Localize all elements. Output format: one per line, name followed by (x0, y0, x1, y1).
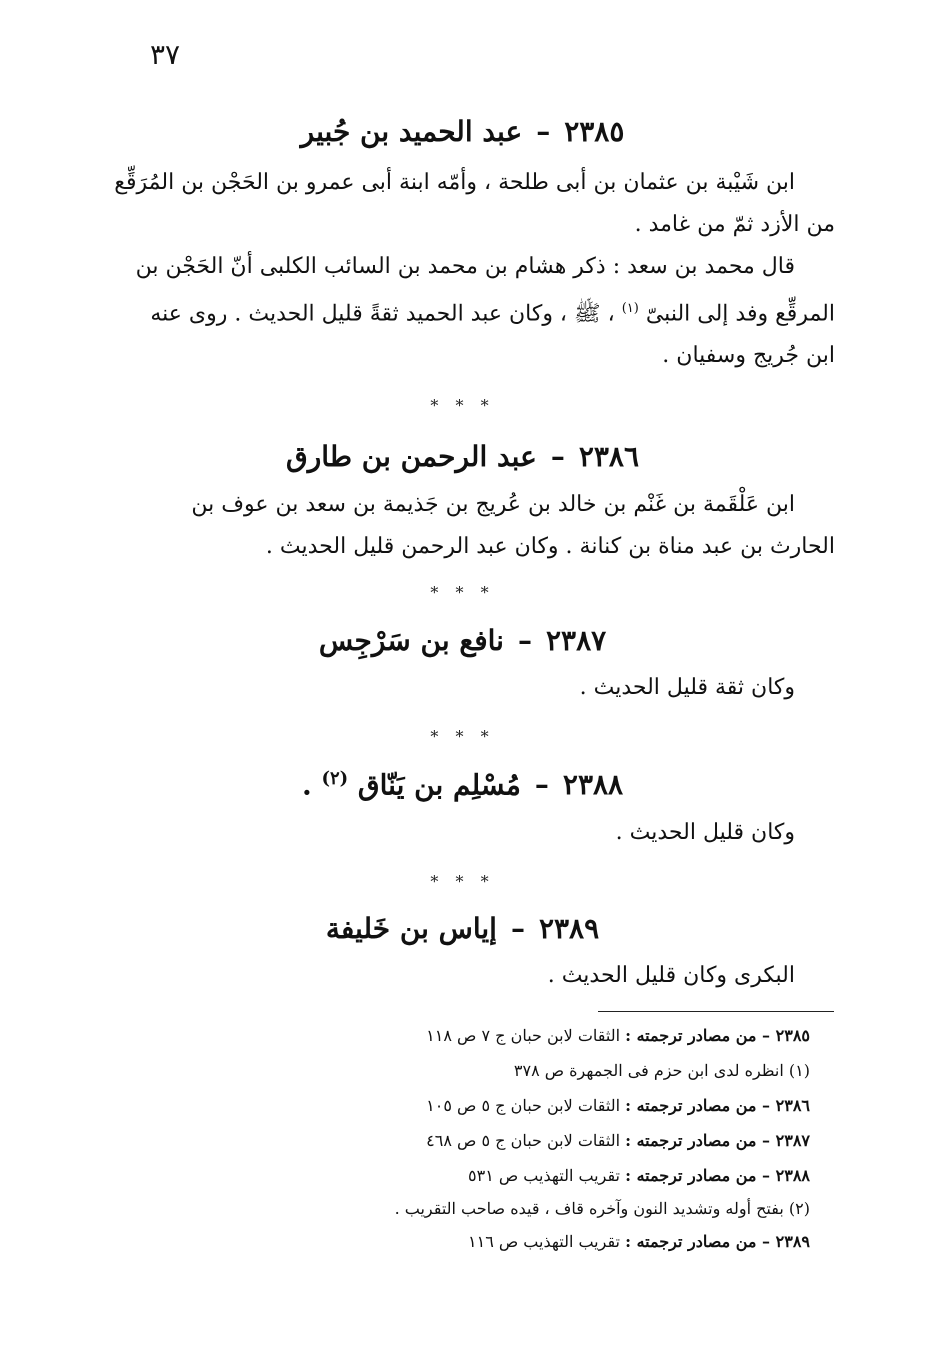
footnote-2388 (468, 1163, 810, 1189)
entry-body-2389 (138, 955, 835, 997)
entry-name: عبد الحميد بن جُبير (300, 115, 523, 148)
footnote-2387 (426, 1128, 810, 1154)
footnote-1 (514, 1058, 810, 1084)
entry-dash: – (534, 768, 549, 802)
footnote-text: انظره لدى ابن حزم فى الجمهرة ص ٣٧٨ (513, 1061, 784, 1080)
text-line: قال محمد بن سعد : ذكر هشام بن محمد بن السائب الكلبى أنّ الحَجْن بن (135, 254, 795, 279)
footnote-text: الثقات لابن حبان ج ٥ ص ١٠٥ (426, 1096, 621, 1115)
footnote-text: تقريب التهذيب ص ٥٣١ (468, 1166, 621, 1185)
footnote-text: بفتح أوله وتشديد النون وآخره قاف ، قيده صاحب التقريب . (394, 1199, 784, 1218)
footnote-rule (598, 1011, 834, 1012)
entry-number: ٢٣٨٥ (564, 115, 625, 148)
footnote-2389 (468, 1229, 810, 1255)
entry-heading-2386 (100, 440, 825, 473)
text-line-with-footnote (138, 288, 835, 335)
entry-dash: – (536, 115, 551, 148)
text-segment: ، ﷺ ، وكان عبد الحميد ثقةً قليل الحديث . روى عنه (150, 301, 615, 327)
text-line: ابن شَيْبة بن عثمان بن أبى طلحة ، وأمّه ابنة أبى عمرو بن الحَجْن بن المُرَقِّع (114, 170, 795, 195)
entry-number: ٢٣٨٩ (538, 912, 600, 945)
section-separator: * * * (430, 872, 495, 891)
entry-number: ٢٣٨٨ (562, 768, 624, 802)
footnote-2 (395, 1196, 810, 1222)
entry-name: نافع بن سَرْجِس (318, 624, 504, 657)
entry-name: عبد الرحمن بن طارق (286, 440, 537, 473)
entry-body-2388 (138, 812, 835, 854)
entry-body-2385 (114, 162, 835, 377)
footnote-label: ٢٣٨٧ – من مصادر ترجمته : (625, 1131, 810, 1150)
footnote-text: الثقات لابن حبان ج ٧ ص ١١٨ (426, 1026, 621, 1045)
footnote-label: ٢٣٨٦ – من مصادر ترجمته : (625, 1096, 810, 1115)
entry-name: إياس بن خَليفة (325, 912, 497, 945)
text-line: ابن عَلْقَمة بن غَنْم بن خالد بن عُريج بن جَذيمة بن سعد بن عوف بن (191, 492, 795, 517)
footnote-label: ٢٣٨٥ – من مصادر ترجمته : (625, 1026, 810, 1045)
entry-heading-2389 (100, 912, 825, 945)
entry-number: ٢٣٨٧ (545, 624, 607, 657)
footnote-marker: (٢) (321, 768, 349, 789)
entry-dash: – (550, 440, 565, 473)
entry-number: ٢٣٨٦ (578, 440, 639, 473)
text-line: وكان ثقة قليل الحديث . (579, 675, 795, 700)
entry-heading-2385 (100, 115, 825, 148)
text-line: وكان قليل الحديث . (615, 820, 795, 845)
entry-heading-2388 (100, 768, 825, 801)
footnote-label: (١) (788, 1061, 810, 1080)
entry-heading-2387 (100, 624, 825, 657)
footnote-text: تقريب التهذيب ص ١١٦ (468, 1232, 621, 1251)
text-line: البكرى وكان قليل الحديث . (547, 963, 795, 988)
entry-dash: – (510, 912, 525, 945)
footnote-label: ٢٣٨٩ – من مصادر ترجمته : (625, 1232, 810, 1251)
entry-dash: – (517, 624, 532, 657)
section-separator: * * * (430, 727, 495, 746)
footnote-label: (٢) (788, 1199, 810, 1218)
text-line: الحارث بن عبد مناة بن كنانة . وكان عبد الرحمن قليل الحديث . (265, 534, 835, 559)
text-line: من الأزد ثمّ من غامد . (634, 212, 835, 237)
page-number: ٣٧ (150, 38, 181, 71)
entry-heading-period: . (301, 768, 312, 802)
text-segment: المرقِّع وفد إلى النبىّ (645, 301, 835, 327)
entry-name: مُسْلِم بن يَنّاق (357, 768, 521, 802)
section-separator: * * * (430, 396, 495, 415)
footnote-marker: (١) (621, 301, 639, 316)
entry-body-2387 (138, 667, 835, 709)
footnote-2385 (426, 1023, 810, 1049)
section-separator: * * * (430, 583, 495, 602)
footnote-text: الثقات لابن حبان ج ٥ ص ٤٦٨ (426, 1131, 621, 1150)
footnote-2386 (426, 1093, 810, 1119)
text-line: ابن جُريج وسفيان . (662, 343, 835, 369)
entry-body-2386 (138, 484, 835, 568)
footnote-label: ٢٣٨٨ – من مصادر ترجمته : (625, 1166, 810, 1185)
